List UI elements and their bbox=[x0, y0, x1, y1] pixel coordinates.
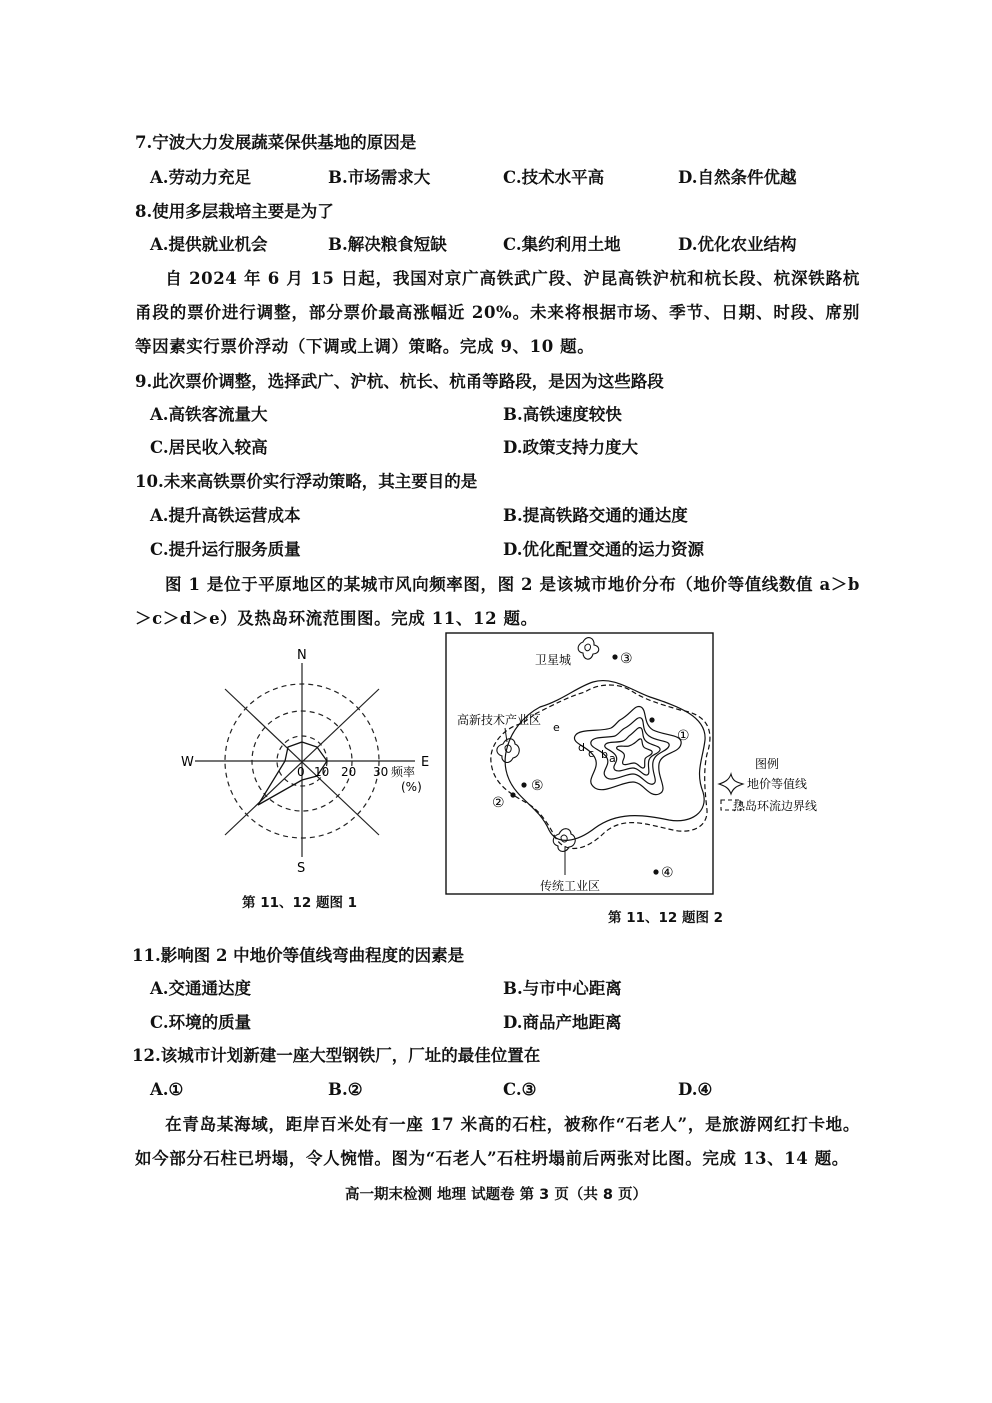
contour-letter-d: d bbox=[578, 741, 585, 754]
traditional-zone-label: 传统工业区 bbox=[540, 879, 601, 893]
east-label: E bbox=[421, 755, 430, 770]
map-frame bbox=[446, 633, 713, 894]
q10-option-b: B.提高铁路交通的通达度 bbox=[503, 506, 688, 525]
page-footer: 高一期末检测 地理 试题卷 第 3 页（共 8 页） bbox=[344, 1187, 647, 1203]
contour-letter-a: a bbox=[609, 752, 616, 765]
west-label: W bbox=[181, 755, 194, 770]
contour-a bbox=[617, 739, 653, 768]
legend-contour-label: 地价等值线 bbox=[747, 777, 808, 791]
q10-option-d: D.优化配置交通的运力资源 bbox=[503, 540, 704, 559]
legend-boundary-label: 热岛环流边界线 bbox=[733, 799, 818, 813]
passage-11-12: 图 1 是位于平原地区的某城市风向频率图，图 2 是该城市地价分布（地价等值线数值 a＞b＞c＞d＞e）及热岛环流范围图。完成 11、12 题。 bbox=[135, 575, 860, 628]
tick-30: 30 bbox=[373, 765, 389, 779]
q8-option-a: A.提供就业机会 bbox=[150, 235, 268, 254]
question-7-stem: 7.宁波大力发展蔬菜保供基地的原因是 bbox=[135, 133, 417, 152]
hitech-zone-label: 高新技术产业区 bbox=[457, 713, 542, 727]
q12-option-d: D.④ bbox=[678, 1080, 713, 1099]
tick-20: 20 bbox=[341, 765, 357, 779]
legend-contour-symbol bbox=[719, 774, 743, 794]
axis-label-percent: (%) bbox=[401, 780, 422, 794]
q9-option-a: A.高铁客流量大 bbox=[150, 405, 268, 424]
q7-option-d: D.自然条件优越 bbox=[678, 168, 797, 187]
q12-option-c: C.③ bbox=[503, 1080, 537, 1099]
land-price-map-figure bbox=[445, 632, 865, 898]
north-label: N bbox=[297, 648, 307, 663]
question-9-stem: 9.此次票价调整，选择武广、沪杭、杭长、杭甬等路段，是因为这些路段 bbox=[135, 372, 664, 391]
q7-option-b: B.市场需求大 bbox=[328, 168, 431, 187]
q10-option-c: C.提升运行服务质量 bbox=[150, 540, 301, 559]
passage-13-14: 在青岛某海域，距岸百米处有一座 17 米高的石柱，被称作“石老人”，是旅游网红打卡地。如今部分石柱已坍塌，令人惋惜。图为“石老人”石柱坍塌前后两张对比图。完成 13、14 题。 bbox=[135, 1115, 860, 1168]
wind-rose-figure bbox=[175, 643, 445, 878]
q7-option-c: C.技术水平高 bbox=[503, 168, 605, 187]
question-11-stem: 11.影响图 2 中地价等值线弯曲程度的因素是 bbox=[132, 946, 465, 965]
legend-title: 图例 bbox=[755, 757, 780, 771]
contour-letter-b: b bbox=[601, 748, 608, 761]
contour-letter-e: e bbox=[553, 721, 560, 734]
contour-letter-c: c bbox=[588, 747, 595, 760]
point-4: ④ bbox=[661, 865, 674, 881]
satellite-city-label: 卫星城 bbox=[535, 653, 572, 667]
q11-option-a: A.交通通达度 bbox=[150, 979, 252, 998]
q12-option-b: B.② bbox=[328, 1080, 363, 1099]
passage-9-10: 自 2024 年 6 月 15 日起，我国对京广高铁武广段、沪昆高铁沪杭和杭长段、杭深铁路杭甬段的票价进行调整，部分票价最高涨幅近 20%。未来将根据市场、季节、日期、时段、席别等因素实行票价浮动（下调或上调）策略。完成 9、10 题。 bbox=[135, 269, 860, 356]
figure-1-caption: 第 11、12 题图 1 bbox=[242, 895, 358, 911]
q9-option-d: D.政策支持力度大 bbox=[503, 438, 638, 457]
satellite-contour bbox=[578, 638, 599, 660]
south-label: S bbox=[297, 861, 306, 876]
question-10-stem: 10.未来高铁票价实行浮动策略，其主要目的是 bbox=[135, 472, 478, 491]
q10-option-a: A.提升高铁运营成本 bbox=[150, 506, 301, 525]
question-12-stem: 12.该城市计划新建一座大型钢铁厂，厂址的最佳位置在 bbox=[132, 1046, 541, 1065]
q11-option-b: B.与市中心距离 bbox=[503, 979, 622, 998]
q11-option-d: D.商品产地距离 bbox=[503, 1013, 622, 1032]
tick-10: 10 bbox=[314, 765, 330, 779]
axis-label-frequency: 频率 bbox=[391, 765, 416, 779]
q11-option-c: C.环境的质量 bbox=[150, 1013, 252, 1032]
q8-option-d: D.优化农业结构 bbox=[678, 235, 797, 254]
point-3: ③ bbox=[620, 651, 633, 667]
q9-option-c: C.居民收入较高 bbox=[150, 438, 268, 457]
tick-0: 0 bbox=[297, 765, 305, 779]
q7-option-a: A.劳动力充足 bbox=[150, 168, 252, 187]
q8-option-b: B.解决粮食短缺 bbox=[328, 235, 447, 254]
figure-2-caption: 第 11、12 题图 2 bbox=[608, 910, 724, 926]
q9-option-b: B.高铁速度较快 bbox=[503, 405, 622, 424]
q8-option-c: C.集约利用土地 bbox=[503, 235, 621, 254]
hitech-contour bbox=[497, 739, 519, 763]
question-8-stem: 8.使用多层栽培主要是为了 bbox=[135, 202, 334, 221]
point-5: ⑤ bbox=[531, 778, 544, 794]
point-2: ② bbox=[492, 795, 505, 811]
q12-option-a: A.① bbox=[150, 1080, 184, 1099]
point-1: ① bbox=[677, 728, 690, 744]
